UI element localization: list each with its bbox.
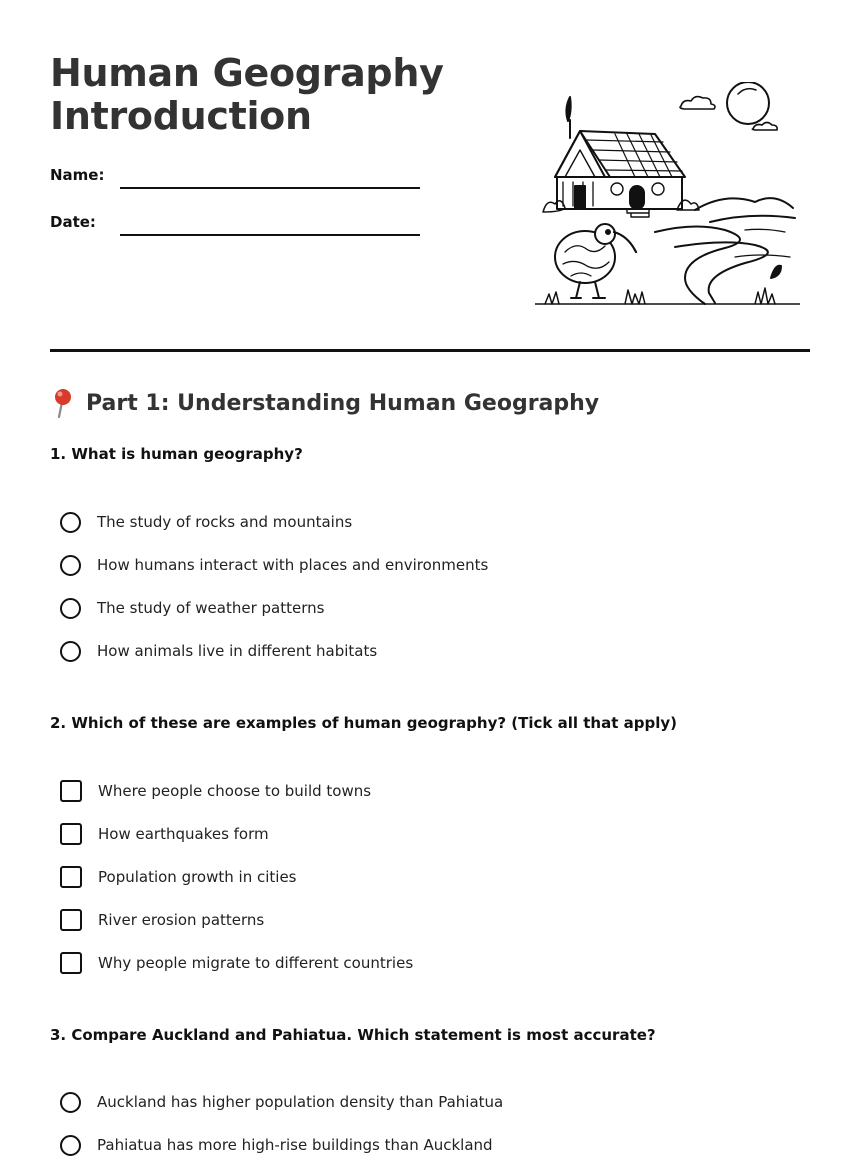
marae-kiwi-landscape-illustration: [535, 82, 800, 307]
option-label: How humans interact with places and environments: [97, 556, 489, 574]
name-label: Name:: [50, 166, 105, 184]
question-2-prompt: 2. Which of these are examples of human geography? (Tick all that apply): [50, 714, 677, 732]
option-label: How earthquakes form: [98, 825, 269, 843]
question-3-prompt: 3. Compare Auckland and Pahiatua. Which statement is most accurate?: [50, 1026, 656, 1044]
pin-icon: [50, 388, 74, 418]
date-field[interactable]: [120, 234, 420, 236]
question-1-option-b[interactable]: [60, 552, 488, 578]
question-2-option-e[interactable]: [60, 950, 413, 976]
checkbox[interactable]: [60, 866, 82, 888]
radio-button[interactable]: [60, 1135, 81, 1156]
radio-button[interactable]: [60, 1092, 81, 1113]
checkbox[interactable]: [60, 909, 82, 931]
radio-button[interactable]: [60, 641, 81, 662]
question-1-prompt: 1. What is human geography?: [50, 445, 303, 463]
question-1-option-c[interactable]: [60, 595, 324, 621]
radio-button[interactable]: [60, 512, 81, 533]
option-label: Auckland has higher population density than Pahiatua: [97, 1093, 504, 1111]
option-label: Pahiatua has more high-rise buildings than Auckland: [97, 1136, 493, 1154]
worksheet-title: [50, 52, 444, 138]
option-label: Why people migrate to different countries: [98, 954, 414, 972]
radio-button[interactable]: [60, 555, 81, 576]
checkbox[interactable]: [60, 823, 82, 845]
checkbox[interactable]: [60, 780, 82, 802]
part-1-heading: [50, 388, 599, 418]
option-label: The study of weather patterns: [97, 599, 325, 617]
part-1-heading-text: Part 1: Understanding Human Geography: [86, 390, 600, 416]
title-line-1: Human Geography: [50, 51, 444, 95]
name-field[interactable]: [120, 187, 420, 189]
option-label: Population growth in cities: [98, 868, 297, 886]
question-1-option-d[interactable]: [60, 638, 377, 664]
date-label: Date:: [50, 213, 96, 231]
header-divider: [50, 349, 810, 352]
question-2-option-c[interactable]: [60, 864, 297, 890]
option-label: River erosion patterns: [98, 911, 265, 929]
question-3-option-a[interactable]: [60, 1089, 503, 1115]
question-2-option-d[interactable]: [60, 907, 264, 933]
question-2-option-a[interactable]: [60, 778, 371, 804]
title-line-2: Introduction: [50, 94, 312, 138]
question-1-option-a[interactable]: [60, 509, 352, 535]
option-label: The study of rocks and mountains: [97, 513, 353, 531]
question-2-option-b[interactable]: [60, 821, 269, 847]
option-label: Where people choose to build towns: [98, 782, 372, 800]
radio-button[interactable]: [60, 598, 81, 619]
option-label: How animals live in different habitats: [97, 642, 378, 660]
question-3-option-b[interactable]: [60, 1132, 493, 1158]
checkbox[interactable]: [60, 952, 82, 974]
